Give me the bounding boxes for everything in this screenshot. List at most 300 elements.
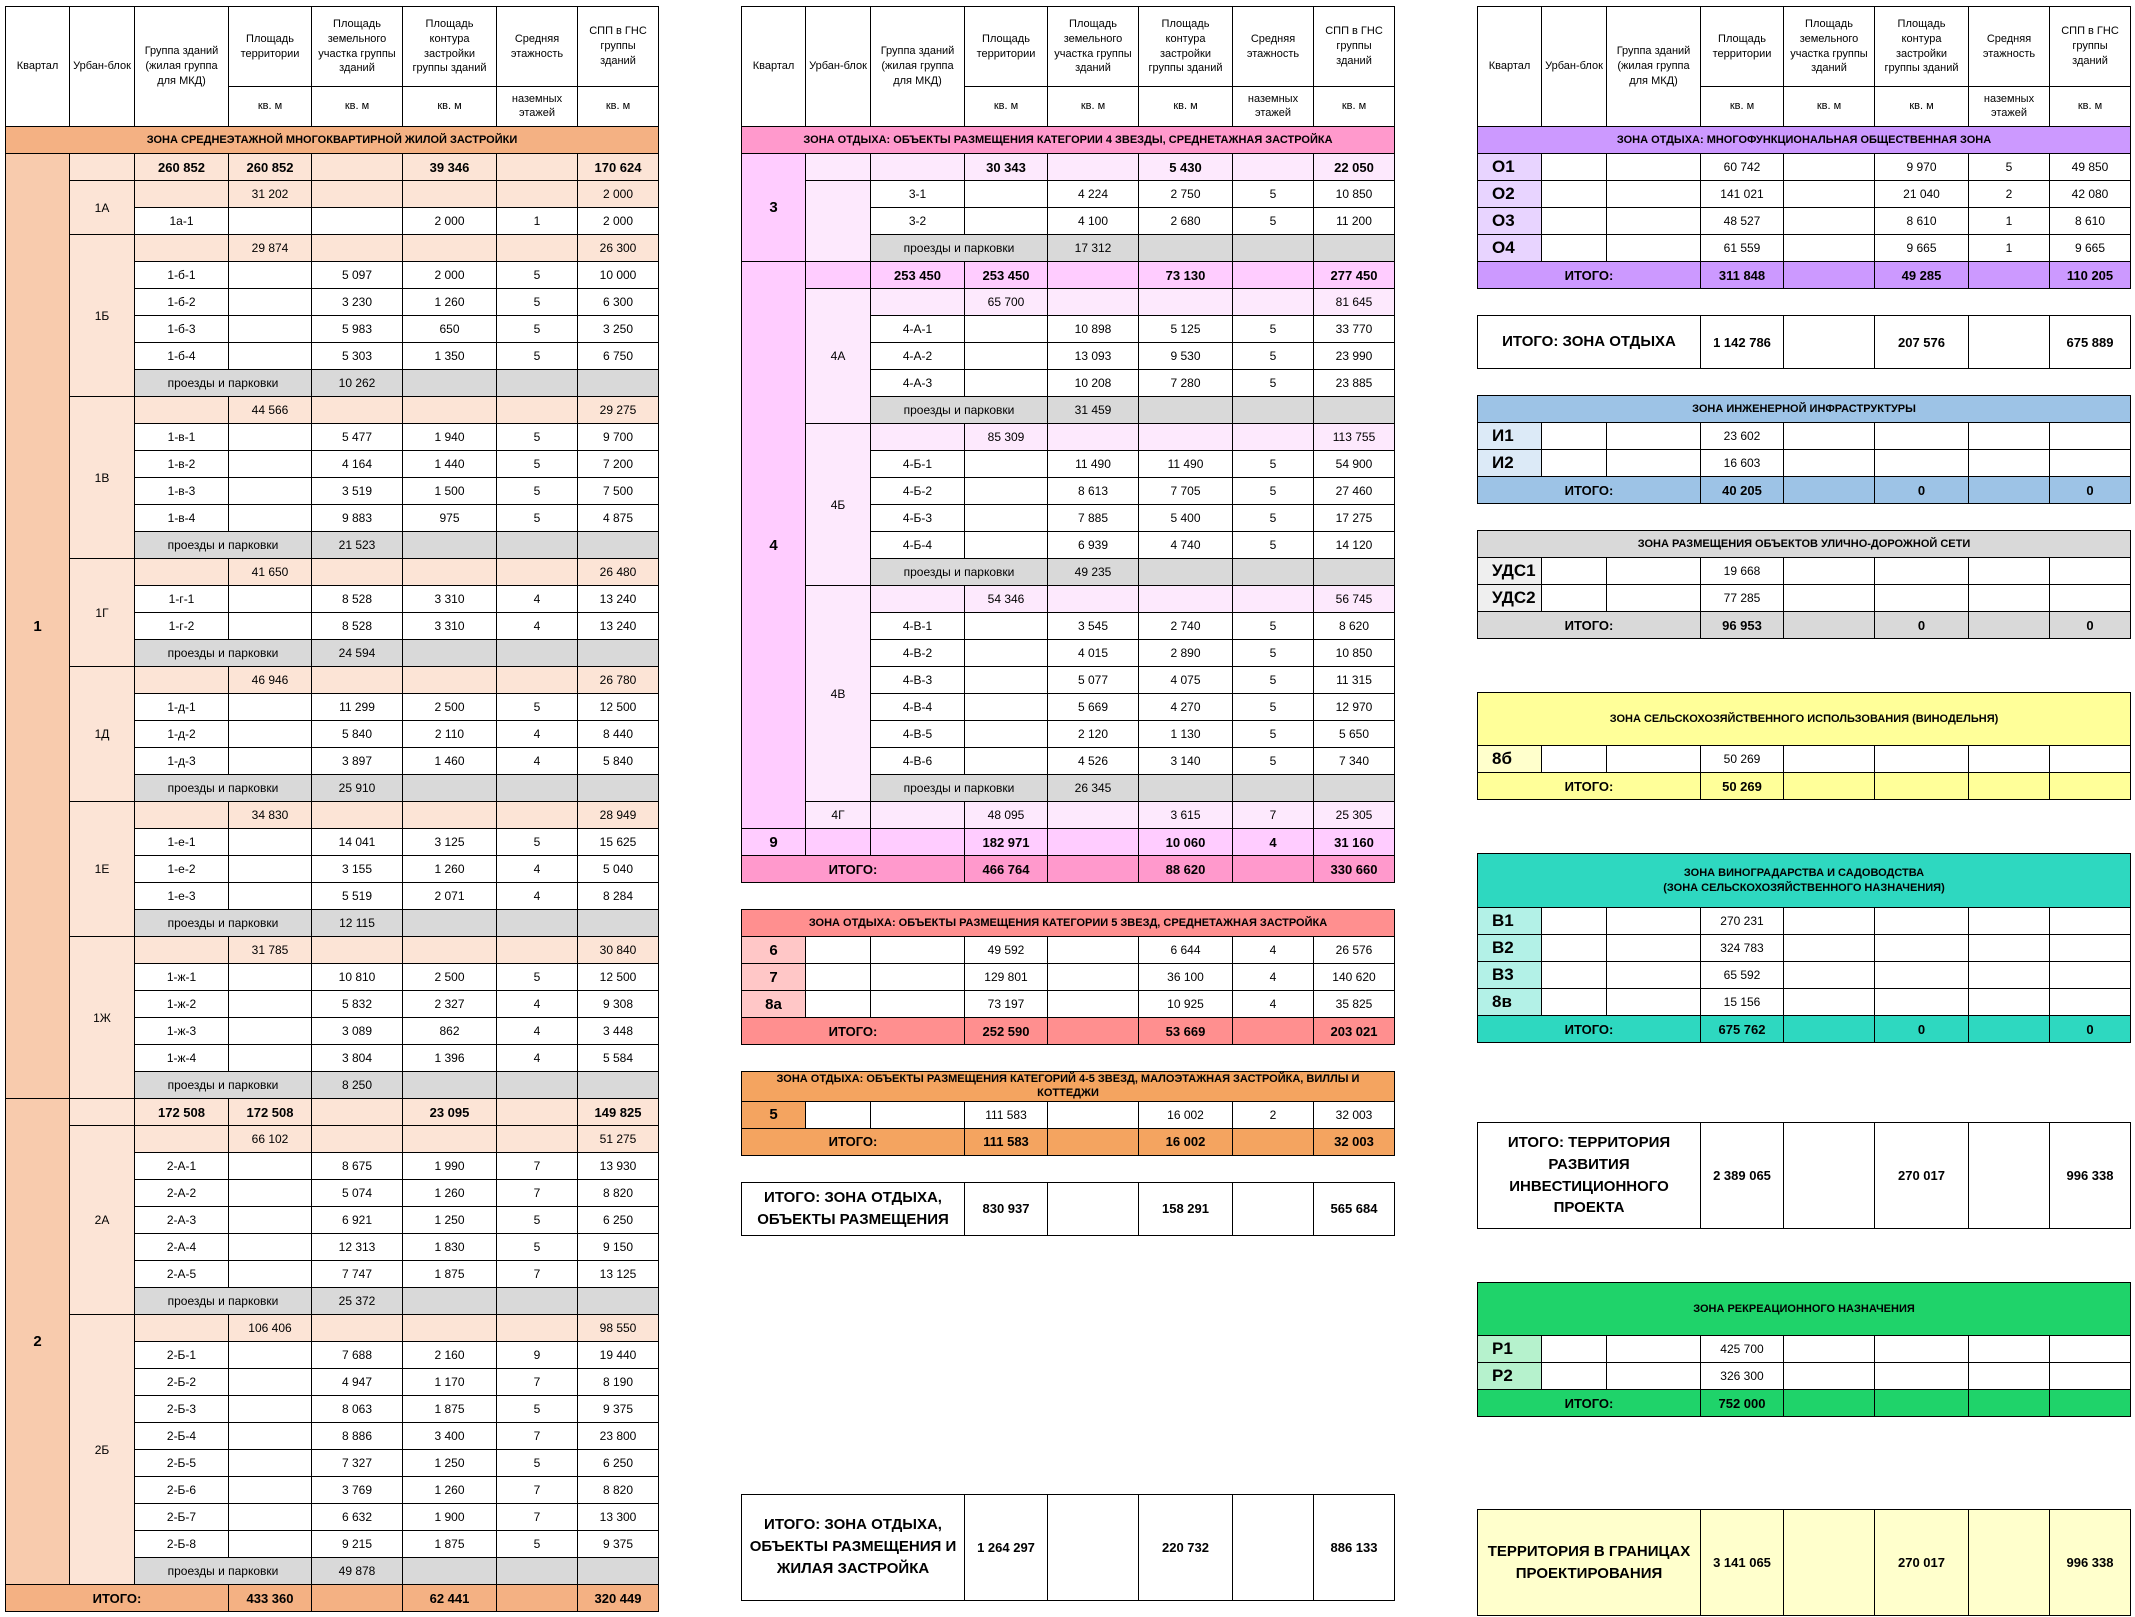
unit-label: кв. м [1314,87,1395,127]
total-cell: 62 441 [403,1585,497,1612]
spp-cell: 8 820 [578,1180,659,1207]
group-name: 4-А-1 [871,316,965,343]
empty-cell [965,694,1048,721]
empty-cell [1607,935,1701,962]
kvartal-total-cell: 182 971 [965,829,1048,856]
floors-cell: 5 [497,262,578,289]
contour-area-cell: 1 900 [403,1504,497,1531]
summary-label: ИТОГО: ЗОНА ОТДЫХА, ОБЪЕКТЫ РАЗМЕЩЕНИЯ И ЖИЛАЯ ЗАСТРОЙКА [742,1494,965,1600]
spp-cell: 9 375 [578,1396,659,1423]
spp-cell: 10 000 [578,262,659,289]
empty-cell [229,964,312,991]
empty-cell [2050,450,2131,477]
zone-row [1478,908,2131,935]
urban-block-label: 4Б [806,424,871,586]
contour-area-cell: 2 000 [403,208,497,235]
empty-cell [1784,1016,1875,1043]
group-name: 4-В-3 [871,667,965,694]
contour-area-cell: 1 170 [403,1369,497,1396]
empty-cell [403,937,497,964]
unit-label: наземных этажей [1969,87,2050,127]
floors-cell: 2 [1969,181,2050,208]
total-cell: 0 [1875,1016,1969,1043]
group-name: 3-2 [871,208,965,235]
floors-cell: 9 [497,1342,578,1369]
contour-area-cell: 2 071 [403,883,497,910]
land-area-cell: 3 804 [312,1045,403,1072]
land-area-cell: 7 747 [312,1261,403,1288]
summary-cell: 886 133 [1314,1494,1395,1600]
contour-area-cell: 2 890 [1139,640,1233,667]
empty-cell [229,208,312,235]
empty-cell [1784,423,1875,450]
empty-cell [871,424,965,451]
header-group: Группа зданий (жилая группа для МКД) [1607,7,1701,127]
empty-cell [1784,1363,1875,1390]
land-area-cell: 5 303 [312,343,403,370]
empty-cell [1542,423,1607,450]
empty-cell [312,154,403,181]
empty-cell [578,775,659,802]
block-spp-cell: 98 550 [578,1315,659,1342]
spp-cell: 9 700 [578,424,659,451]
block-area-cell: 31 785 [229,937,312,964]
land-area-cell: 6 632 [312,1504,403,1531]
group-name: 2-Б-6 [135,1477,229,1504]
land-area-cell: 14 041 [312,829,403,856]
total-cell: 0 [2050,477,2131,504]
block-summary-row [6,802,659,829]
contour-area-cell: 1 940 [403,424,497,451]
spp-cell: 5 584 [578,1045,659,1072]
empty-cell [229,1180,312,1207]
floors-cell: 5 [497,478,578,505]
area-cell: 15 156 [1701,989,1784,1016]
zone-id: О4 [1478,235,1542,262]
group-name: 1-ж-1 [135,964,229,991]
parking-label: проезды и парковки [871,397,1048,424]
land-area-cell: 10 208 [1048,370,1139,397]
spp-cell: 13 240 [578,586,659,613]
header-area-land: Площадь земельного участка группы зданий [1048,7,1139,87]
land-area-cell: 6 921 [312,1207,403,1234]
empty-cell [229,748,312,775]
block-spp-cell: 81 645 [1314,289,1395,316]
land-area-cell: 13 093 [1048,343,1139,370]
block-area-cell: 46 946 [229,667,312,694]
zone-id: 8б [1478,746,1542,773]
zone-title-row [742,127,1395,154]
total-cell: 53 669 [1139,1018,1233,1045]
unit-label: кв. м [2050,87,2131,127]
land-area-cell: 4 015 [1048,640,1139,667]
kvartal-total-cell: 39 346 [403,154,497,181]
total-cell: 50 269 [1701,773,1784,800]
empty-cell [1969,450,2050,477]
spp-cell: 3 250 [578,316,659,343]
header-kvartal: Квартал [1478,7,1542,127]
empty-cell [497,235,578,262]
floors-cell: 5 [1233,208,1314,235]
zone-title: ЗОНА ИНЖЕНЕРНОЙ ИНФРАСТРУКТУРЫ [1478,396,2131,423]
parking-area-cell: 49 878 [312,1558,403,1585]
floors-cell: 4 [497,748,578,775]
empty-cell [1048,289,1139,316]
spacer [1478,369,2131,396]
spp-cell: 54 900 [1314,451,1395,478]
spp-cell: 27 460 [1314,478,1395,505]
spp-cell: 17 275 [1314,505,1395,532]
group-name: 1-д-1 [135,694,229,721]
total-label: ИТОГО: [1478,1016,1701,1043]
spp-cell: 13 300 [578,1504,659,1531]
empty-cell [1139,397,1233,424]
floors-cell: 5 [1233,613,1314,640]
empty-cell [497,910,578,937]
empty-cell [1784,746,1875,773]
zone-row [1478,235,2131,262]
empty-cell [1607,181,1701,208]
contour-area-cell: 1 990 [403,1153,497,1180]
block-area-cell: 66 102 [229,1126,312,1153]
spp-cell: 35 825 [1314,991,1395,1018]
empty-cell [1542,962,1607,989]
zone-row [1478,935,2131,962]
empty-cell [965,613,1048,640]
group-name: 4-Б-1 [871,451,965,478]
contour-area-cell: 1 875 [403,1396,497,1423]
zone-title: ЗОНА ОТДЫХА: ОБЪЕКТЫ РАЗМЕЩЕНИЯ КАТЕГОРИИ 5 ЗВЕЗД, СРЕДНЕТАЖНАЯ ЗАСТРОЙКА [742,910,1395,937]
empty-cell [1233,397,1314,424]
empty-cell [1314,559,1395,586]
header-floors: Средняя этажность [497,7,578,87]
zone-id: О3 [1478,208,1542,235]
spp-cell: 8 610 [2050,208,2131,235]
empty-cell [965,667,1048,694]
kvartal-label: 7 [742,964,806,991]
zone-title: ЗОНА СРЕДНЕЭТАЖНОЙ МНОГОКВАРТИРНОЙ ЖИЛОЙ ЗАСТРОЙКИ [6,127,659,154]
zone-total-row [1478,477,2131,504]
empty-cell [229,316,312,343]
spp-cell: 8 820 [578,1477,659,1504]
empty-cell [1969,1363,2050,1390]
empty-cell [2050,773,2131,800]
empty-cell [1048,154,1139,181]
floors-cell: 5 [497,964,578,991]
empty-cell [1233,775,1314,802]
empty-cell [1784,558,1875,585]
empty-cell [1784,585,1875,612]
empty-cell [965,208,1048,235]
floors-cell: 5 [1233,343,1314,370]
floors-cell: 5 [497,829,578,856]
header-row [742,7,1395,87]
empty-cell [229,613,312,640]
summary-cell: 675 889 [2050,316,2131,369]
total-cell: 466 764 [965,856,1048,883]
empty-cell [871,964,965,991]
group-name: 4-А-3 [871,370,965,397]
unit-label: кв. м [403,87,497,127]
empty-cell [497,397,578,424]
empty-cell [1233,1018,1314,1045]
floors-cell: 7 [497,1261,578,1288]
empty-cell [403,235,497,262]
land-area-cell [312,208,403,235]
empty-cell [70,1099,135,1126]
kvartal-label: 4 [742,262,806,829]
floors-cell: 5 [497,505,578,532]
empty-cell [1542,989,1607,1016]
contour-area-cell: 8 610 [1875,208,1969,235]
empty-cell [1314,397,1395,424]
group-name: 1-б-1 [135,262,229,289]
land-area-cell: 5 669 [1048,694,1139,721]
contour-area-cell: 1 260 [403,1477,497,1504]
total-cell: 0 [1875,477,1969,504]
empty-cell [965,505,1048,532]
empty-cell [1969,558,2050,585]
kvartal-total-cell: 149 825 [578,1099,659,1126]
floors-cell: 5 [497,1234,578,1261]
header-row [6,7,659,87]
spp-cell: 12 500 [578,964,659,991]
summary-cell: 270 017 [1875,1510,1969,1616]
block-spp-cell: 113 755 [1314,424,1395,451]
contour-area-cell: 4 740 [1139,532,1233,559]
empty-cell [1314,235,1395,262]
total-cell: 0 [2050,612,2131,639]
zone-row [1478,1363,2131,1390]
spp-cell: 7 340 [1314,748,1395,775]
parking-area-cell: 31 459 [1048,397,1139,424]
empty-cell [578,1072,659,1099]
urban-block-label: 2Б [70,1315,135,1585]
empty-cell [135,937,229,964]
header-kvartal: Квартал [742,7,806,127]
empty-cell [806,937,871,964]
empty-cell [229,1423,312,1450]
floors-cell: 4 [497,721,578,748]
land-area-cell: 5 519 [312,883,403,910]
zone-row [1478,989,2131,1016]
area-cell: 141 021 [1701,181,1784,208]
land-area-cell: 9 883 [312,505,403,532]
zone-row [742,1101,1395,1128]
group-name: 1-ж-2 [135,991,229,1018]
spp-cell: 4 875 [578,505,659,532]
total-cell: 675 762 [1701,1016,1784,1043]
total-cell: 311 848 [1701,262,1784,289]
floors-cell: 5 [1233,721,1314,748]
floors-cell: 5 [1233,694,1314,721]
spacer-row [742,1045,1395,1072]
spacer [742,1235,1395,1494]
contour-area-cell: 2 110 [403,721,497,748]
empty-cell [1233,154,1314,181]
total-cell: 16 002 [1139,1128,1233,1155]
empty-cell [1607,154,1701,181]
land-area-cell: 8 528 [312,613,403,640]
kvartal-label: 6 [742,937,806,964]
empty-cell [806,1101,871,1128]
parking-label: проезды и парковки [135,1072,312,1099]
urban-block-label: 4А [806,289,871,424]
summary-cell: 996 338 [2050,1510,2131,1616]
spacer [742,1155,1395,1182]
parking-label: проезды и парковки [135,1558,312,1585]
empty-cell [806,262,871,289]
spp-cell: 10 850 [1314,181,1395,208]
land-area-cell: 5 477 [312,424,403,451]
land-area-cell: 7 327 [312,1450,403,1477]
zone-id: Р1 [1478,1336,1542,1363]
header-spp: СПП в ГНС группы зданий [2050,7,2131,87]
empty-cell [312,937,403,964]
group-name: 1а-1 [135,208,229,235]
empty-cell [965,640,1048,667]
floors-cell: 5 [497,451,578,478]
floors-cell: 5 [497,1207,578,1234]
zone-title-row [1478,127,2131,154]
empty-cell [1969,935,2050,962]
empty-cell [229,289,312,316]
empty-cell [2050,962,2131,989]
empty-cell [229,586,312,613]
block-spp-cell: 2 000 [578,181,659,208]
contour-area-cell: 9 970 [1875,154,1969,181]
block-spp-cell: 51 275 [578,1126,659,1153]
unit-label: кв. м [1701,87,1784,127]
land-area-cell: 4 100 [1048,208,1139,235]
land-area-cell: 5 983 [312,316,403,343]
contour-area-cell: 1 260 [403,1180,497,1207]
area-cell: 326 300 [1701,1363,1784,1390]
kvartal-total-row [6,154,659,181]
total-label: ИТОГО: [1478,1390,1701,1417]
empty-cell [1784,1336,1875,1363]
empty-cell [871,154,965,181]
empty-cell [312,559,403,586]
group-name: 1-г-1 [135,586,229,613]
floors-cell: 4 [1233,829,1314,856]
contour-area-cell: 5 125 [1139,316,1233,343]
area-cell: 425 700 [1701,1336,1784,1363]
header-spp: СПП в ГНС группы зданий [1314,7,1395,87]
spacer-row [1478,800,2131,854]
empty-cell [403,1288,497,1315]
header-area-land: Площадь земельного участка группы зданий [312,7,403,87]
empty-cell [229,424,312,451]
land-area-cell: 8 886 [312,1423,403,1450]
urban-block-label: 4Г [806,802,871,829]
land-area-cell: 4 164 [312,451,403,478]
zone-row [742,964,1395,991]
empty-cell [1542,585,1607,612]
kvartal-total-row [6,1099,659,1126]
empty-cell [871,289,965,316]
contour-area-cell: 1 875 [403,1531,497,1558]
land-area-cell: 5 097 [312,262,403,289]
contour-area-cell: 1 250 [403,1207,497,1234]
spp-cell: 23 990 [1314,343,1395,370]
empty-cell [1969,585,2050,612]
empty-cell [2050,1363,2131,1390]
spp-cell: 5 040 [578,856,659,883]
spp-cell: 9 375 [578,1531,659,1558]
block-summary-row [6,397,659,424]
block-spp-cell: 26 480 [578,559,659,586]
block-spp-cell: 29 275 [578,397,659,424]
empty-cell [871,829,965,856]
block-spp-cell: 26 300 [578,235,659,262]
empty-cell [229,991,312,1018]
header-floors: Средняя этажность [1969,7,2050,87]
empty-cell [1784,612,1875,639]
area-cell: 270 231 [1701,908,1784,935]
empty-cell [497,1099,578,1126]
floors-cell: 5 [497,1396,578,1423]
empty-cell [1784,935,1875,962]
empty-cell [1607,235,1701,262]
land-area-cell: 8 675 [312,1153,403,1180]
summary-label: ТЕРРИТОРИЯ В ГРАНИЦАХ ПРОЕКТИРОВАНИЯ [1478,1510,1701,1616]
floors-cell: 4 [1233,991,1314,1018]
spp-cell: 15 625 [578,829,659,856]
summary-cell: 270 017 [1875,1123,1969,1229]
floors-cell: 4 [497,1018,578,1045]
group-name: 2-Б-4 [135,1423,229,1450]
summary-label: ИТОГО: ЗОНА ОТДЫХА [1478,316,1701,369]
empty-cell [312,397,403,424]
empty-cell [1784,962,1875,989]
contour-area-cell: 2 750 [1139,181,1233,208]
floors-cell: 5 [497,1450,578,1477]
area-cell: 23 602 [1701,423,1784,450]
floors-cell: 5 [1233,640,1314,667]
land-area-cell: 9 215 [312,1531,403,1558]
area-cell: 60 742 [1701,154,1784,181]
summary-row [742,1182,1395,1235]
block-summary-row [742,424,1395,451]
urban-block-label: 4В [806,586,871,802]
area-cell: 73 197 [965,991,1048,1018]
spacer-row [1478,369,2131,396]
summary-label: ИТОГО: ЗОНА ОТДЫХА, ОБЪЕКТЫ РАЗМЕЩЕНИЯ [742,1182,965,1235]
land-area-cell: 6 939 [1048,532,1139,559]
empty-cell [135,802,229,829]
total-cell: 203 021 [1314,1018,1395,1045]
zone-title-row [1478,1283,2131,1336]
contour-area-cell: 2 740 [1139,613,1233,640]
kvartal-total-cell: 172 508 [135,1099,229,1126]
parking-label: проезды и парковки [135,1288,312,1315]
block-summary-row [6,1126,659,1153]
empty-cell [1875,773,1969,800]
zone-total-row [742,1128,1395,1155]
land-area-cell: 3 519 [312,478,403,505]
spp-cell: 6 750 [578,343,659,370]
spacer-row [742,883,1395,910]
group-name: 2-Б-2 [135,1369,229,1396]
grand-total-row [6,1585,659,1612]
empty-cell [229,478,312,505]
block-summary-row [6,1315,659,1342]
block-spp-cell: 56 745 [1314,586,1395,613]
empty-cell [1969,316,2050,369]
kvartal-label: 5 [742,1101,806,1128]
header-urbanblok: Урбан-блок [1542,7,1607,127]
